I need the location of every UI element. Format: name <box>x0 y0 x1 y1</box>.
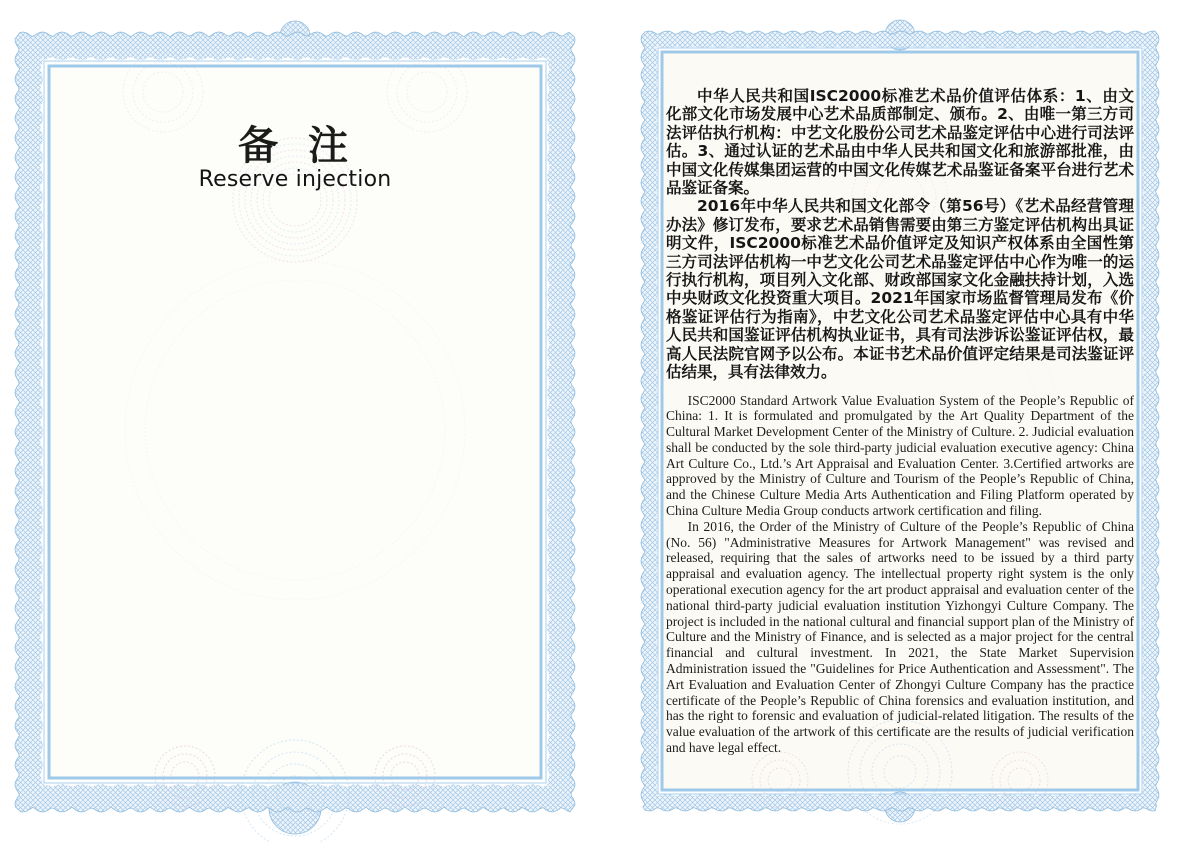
description-page <box>640 30 1160 812</box>
page-title-en: Reserve injection <box>198 167 392 192</box>
zh-paragraph-1: 中华人民共和国ISC2000标准艺术品价值评估体系：1、由文化部文化市场发展中心艺术品质部制定、颁布。2、由唯一第三方司法评估执行机构：中艺文化股份公司艺术品鉴定评估中心进行司法评估。3、通过认证的艺术品由中华人民共和国文化和旅游部批准，由中国文化传媒集团运营的中国文化传媒艺术品鉴证备案平台进行艺术品鉴证备案。 <box>666 87 1134 198</box>
page-title-zh: 备 注 <box>238 123 352 169</box>
english-text-block <box>666 393 1134 756</box>
zh-paragraph-2: 2016年中华人民共和国文化部令（第56号）《艺术品经营管理办法》修订发布，要求艺术品销售需要由第三方鉴定评估机构出具证明文件，ISC2000标准艺术品价值评定及知识产权体系由全国性第三方司法评估机构一中艺文化公司艺术品鉴定评估中心作为唯一的运行执行机构，项目列入文化部、财政部国家文化金融扶持计划，入选中央财政文化投资重大项目。2021年国家市场监督管理局发布《价格鉴证评估行为指南》，中艺文化公司艺术品鉴定评估中心具有中华人民共和国鉴证评估机构执业证书，具有司法涉诉讼鉴证评估权，最高人民法院官网予以公布。本证书艺术品价值评定结果是司法鉴证评估结果，具有法律效力。 <box>666 197 1134 382</box>
chinese-text-block <box>666 87 1134 382</box>
remarks-heading <box>13 123 577 192</box>
remarks-page <box>13 30 577 814</box>
en-paragraph-1: ISC2000 Standard Artwork Value Evaluation System of the People’s Republic of China: 1. It is formulated and promulgated by the Art Quality Department of the Cultural Market Development Center of the Ministry of Culture. 2. Judicial evaluation shall be conducted by the sole third-party judicial evaluation executive agency: China Art Culture Co., Ltd.’s Art Appraisal and Evaluation Center. 3.Certified artworks are approved by the Ministry of Culture and Tourism of the People’s Republic of China, and the Chinese Culture Media Arts Authentication and Filing Platform operated by China Culture Media Group conducts artwork certification and filing. <box>666 392 1134 519</box>
en-paragraph-2: In 2016, the Order of the Ministry of Culture of the People’s Republic of China (No. 56) "Administrative Measures for Artwork Management" was revised and released, requiring that the sales of artworks need to be issued by a third party appraisal and evaluation agency. The intellectual property right system is the only operational execution agency for the art product appraisal and evaluation center of the national third-party judicial evaluation institution Yizhongyi Culture Company. The project is included in the national cultural and financial support plan of the Ministry of Culture and the Ministry of Finance, and is selected as a major project for the central financial and cultural investment. In 2021, the State Market Supervision Administration issued the "Guidelines for Price Authentication and Assessment". The Art Evaluation and Evaluation Center of Zhongyi Culture Company has the practice certificate of the People’s Republic of China forensics and evaluation institution, and has the right to forensic and evaluation of judicial-related litigation. The results of the value evaluation of the artwork of this certificate are the results of judicial verification and have legal effect. <box>666 518 1134 756</box>
description-text <box>666 87 1134 756</box>
